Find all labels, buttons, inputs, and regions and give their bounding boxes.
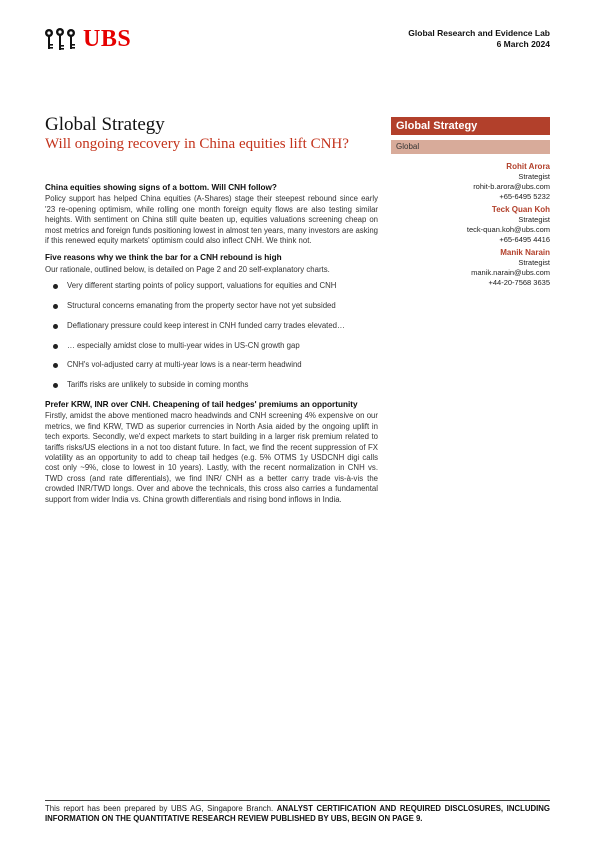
author-email-link[interactable]: manik.narain@ubs.com <box>471 268 550 277</box>
footer-disclosure-bold: ANALYST CERTIFICATION AND REQUIRED DISCLOSURES, INCLUDING INFORMATION ON THE QUANTITATIVE RESEARCH REVIEW PUBLISHED BY UBS, BEGIN ON PAGE 9. <box>45 804 550 823</box>
section-paragraph: Firstly, amidst the above mentioned macro headwinds and CNH screening 4% expensive on our metrics, we find KRW, TWD as superior currencies in North Asia aided by the ongoing uplift in tech exports. Secondly, we'd expect markets to start building in a larger risk premium related to tariffs risks/US elections in a not too distant future. In fact, we find the recent suppression of FX volatility as an opportunity to add to cheap tail hedges (e.g. 5% OTMS 1y USDCNH digi calls cost only ~9%, close to lowest in 10 years). Lastly, with the recent normalization in CNH vs. TWD cross (and rate differentials), we find INR/ CNH as a better carry trade vis-à-vis the crowded INR/TWD longs. Over and above the technicals, this cross also carries a fundamental support from wider India vs. China growth differentials and rising bond inflows in India. <box>45 411 378 504</box>
author-name: Teck Quan Koh <box>491 205 550 214</box>
section-heading: China equities showing signs of a bottom. Will CNH follow? <box>45 183 277 192</box>
author-name: Rohit Arora <box>506 162 550 171</box>
list-item: Very different starting points of policy support, valuations for equities and CNH <box>45 281 378 291</box>
author-phone: +65-6495 5232 <box>499 192 550 201</box>
three-keys-icon <box>43 27 77 53</box>
section-heading: Five reasons why we think the bar for a CNH rebound is high <box>45 253 282 263</box>
report-subtitle: Will ongoing recovery in China equities lift CNH? <box>45 136 349 152</box>
author-list <box>390 162 550 288</box>
author-phone: +65-6495 4416 <box>499 235 550 244</box>
list-item: Deflationary pressure could keep interest in CNH funded carry trades elevated… <box>45 321 378 331</box>
sidebar-band-title: Global Strategy <box>391 117 550 135</box>
author-email-link[interactable]: teck-quan.koh@ubs.com <box>466 225 550 234</box>
section-paragraph: Policy support has helped China equities (A-Shares) stage their steepest rebound since early '23 re-opening optimism, while rolling one month foreign equity flows are also testing similar heights. With sentiment on China still quite beaten up, equities valuations screening cheap on most metrics and foreign funds positioning lowest in almost ten years, many investors are asking if this renewed equity markets' optimism could also inflect CNH. We think not. <box>45 194 378 246</box>
footer-text: This report has been prepared by UBS AG, Singapore Branch. <box>45 804 277 813</box>
section-heading: Prefer KRW, INR over CNH. Cheapening of tail hedges' premiums an opportunity <box>45 400 358 410</box>
header-meta <box>408 28 550 50</box>
disclosure-footer <box>45 800 550 824</box>
list-item: Structural concerns emanating from the property sector have not yet subsided <box>45 301 378 311</box>
header-date: 6 March 2024 <box>496 39 550 49</box>
ubs-logo <box>43 26 131 53</box>
author-role: Strategist <box>518 258 550 267</box>
author-role: Strategist <box>518 172 550 181</box>
sidebar-band-region: Global <box>391 140 550 154</box>
header-dept: Global Research and Evidence Lab <box>408 28 550 38</box>
author-phone: +44-20-7568 3635 <box>488 278 550 287</box>
section-paragraph: Our rationale, outlined below, is detailed on Page 2 and 20 self-explanatory charts. <box>45 264 330 274</box>
list-item: CNH's vol-adjusted carry at multi-year lows is a near-term headwind <box>45 360 378 370</box>
brand-name: UBS <box>83 26 132 52</box>
author-role: Strategist <box>518 215 550 224</box>
main-column <box>45 183 378 505</box>
reasons-list <box>45 281 378 390</box>
author-name: Manik Narain <box>500 248 550 257</box>
author-email-link[interactable]: rohit-b.arora@ubs.com <box>473 182 550 191</box>
report-title: Global Strategy <box>45 114 165 135</box>
list-item: Tariffs risks are unlikely to subside in coming months <box>45 380 378 390</box>
list-item: … especially amidst close to multi-year wides in US-CN growth gap <box>45 341 378 351</box>
